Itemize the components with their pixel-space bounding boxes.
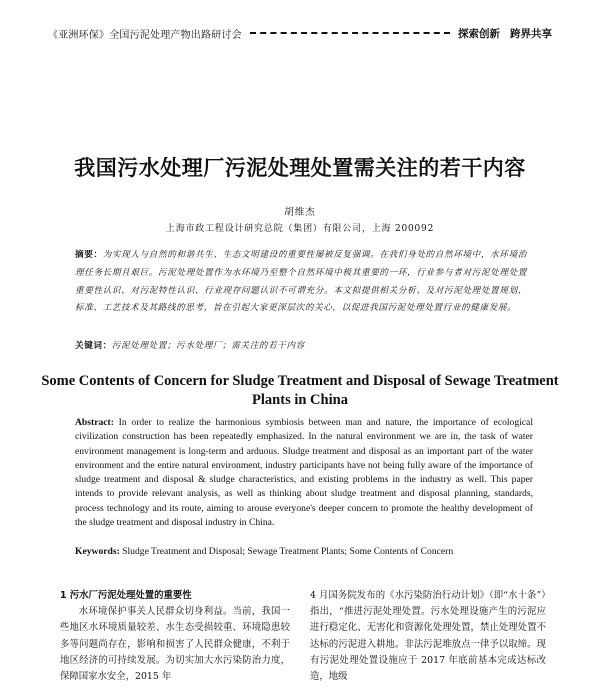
abstract-en xyxy=(75,416,533,530)
keywords-en-label: Keywords: xyxy=(75,546,120,557)
abstract-cn-text: 为实现人与自然的和谐共生、生态文明建设的重要性屡被反复强调。在我们身处的自然环境中，水环境治理任务长期且艰巨。污泥处理处置作为水环境乃至整个自然环境中极其重要的一环，行业参与者对污泥处理处置重要性认识、对污泥特性认识、行业现存问题认识不可谓充分。本文拟提供相关分析、及对污泥处理处置规划、标准、工艺技术及其路线的思考，旨在引起大家更深层次的关心，以促进我国污泥处理处置行业的健康发展。 xyxy=(75,250,527,314)
abstract-cn-label: 摘要： xyxy=(75,250,103,260)
keywords-cn-label: 关键词： xyxy=(75,341,112,351)
motto-2: 跨界共享 xyxy=(510,27,552,40)
body-paragraph: 水环境保护事关人民群众切身利益。当前，我国一些地区水环境质量较差、水生态受损较重、环境隐患较多等问题尚存在，影响和损害了人民群众健康，不利于地区经济的可持续发展。为切实加大水污染防治力度，保障国家水安全，2015 年 xyxy=(60,606,290,683)
body-column-right xyxy=(310,588,546,685)
header-rule xyxy=(250,32,450,34)
header-motto xyxy=(458,26,552,41)
body-column-left xyxy=(60,588,290,685)
keywords-cn xyxy=(75,338,527,354)
keywords-cn-text: 污泥处理处置；污水处理厂；需关注的若干内容 xyxy=(111,341,305,351)
body-paragraph: 4 月国务院发布的《水污染防治行动计划》（即“水十条”）指出，“推进污泥处理处置。污水处理设施产生的污泥应进行稳定化、无害化和资源化处理处置，禁止处理处置不达标的污泥进入耕地。非法污泥堆放点一律予以取缔。现有污泥处理处置设施应于 2017 年底前基本完成达标改造，地级 xyxy=(310,590,546,683)
running-header xyxy=(48,24,552,42)
keywords-en xyxy=(75,545,533,559)
affiliation: 上海市政工程设计研究总院（集团）有限公司，上海 200092 xyxy=(165,224,435,234)
keywords-en-text: Sludge Treatment and Disposal; Sewage Treatment Plants; Some Contents of Concern xyxy=(122,546,454,557)
section-heading: 1 污水厂污泥处理处置的重要性 xyxy=(60,590,192,601)
abstract-en-label: Abstract: xyxy=(75,417,114,428)
author: 胡维杰 xyxy=(284,207,316,218)
abstract-cn xyxy=(75,247,527,318)
journal-line: 《亚洲环保》全国污泥处理产物出路研讨会 xyxy=(48,29,242,41)
paper-title-cn: 我国污水处理厂污泥处理处置需关注的若干内容 xyxy=(74,155,526,180)
paper-title-en: Some Contents of Concern for Sludge Treatment and Disposal of Sewage Treatment Plants in China xyxy=(41,373,559,408)
motto-1: 探索创新 xyxy=(458,27,500,40)
abstract-en-text: In order to realize the harmonious symbiosis between man and nature, the importance of ecological civilization construction has been repeatedly emphasized. In the natural environment we are in, the task of water environment management is long-term and arduous. Sludge treatment and disposal as an important part of the water environment and the entire natural environment, industry participants have not being fully aware of the importance of sludge treatment and disposal & sludge characteristics, and existing problems in the industry as well. This paper intends to provide relevant analysis, as well as thinking about sludge treatment and disposal planning, standards, process technology and its route, aiming to arouse everyone's deeper concern to promote the healthy development of the sludge treatment and disposal industry in China. xyxy=(75,417,533,529)
